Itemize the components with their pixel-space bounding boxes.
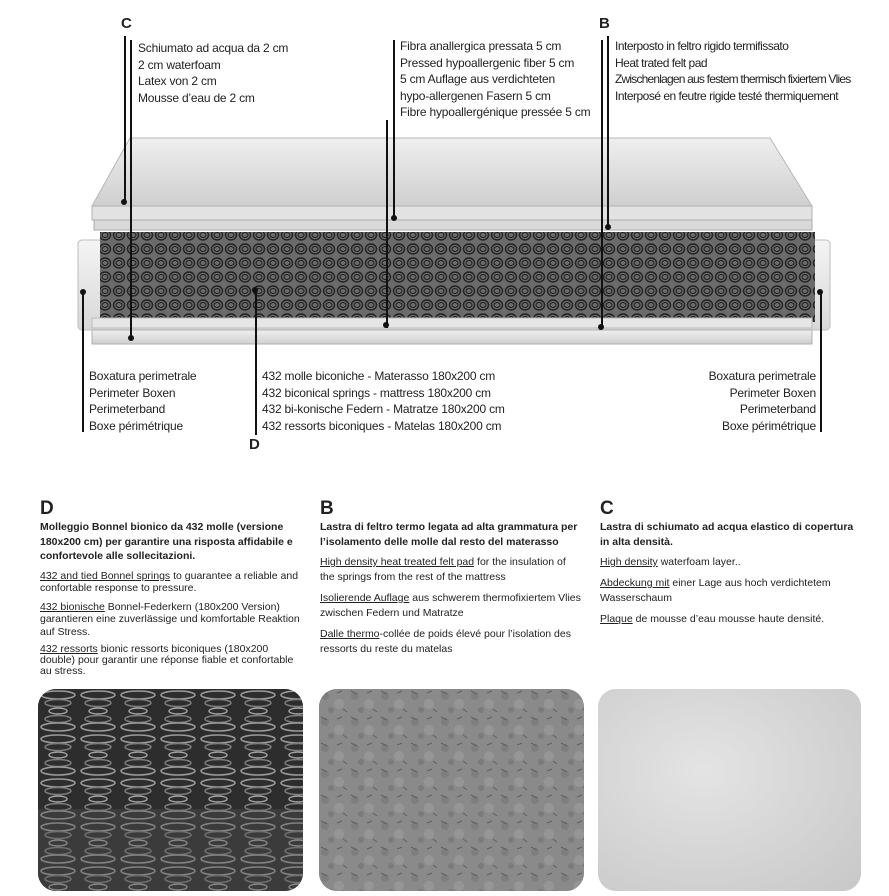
callout-line: Schiumato ad acqua da 2 cm xyxy=(138,41,289,55)
section-c xyxy=(600,498,862,627)
springs-texture xyxy=(38,689,303,891)
section-letter: D xyxy=(40,498,54,519)
paragraph-text: for the insulation of the springs from the rest of the mattress xyxy=(320,556,566,583)
callout-line: Boxatura perimetrale xyxy=(708,369,816,383)
callout-line: 432 molle biconiche - Materasso 180x200 cm xyxy=(262,369,496,383)
callout-line: Perimeterband xyxy=(739,402,816,416)
underlined-text: Dalle thermo xyxy=(320,628,380,640)
leader-line-springs xyxy=(386,120,388,328)
section-letter: B xyxy=(320,498,334,519)
marker-dot xyxy=(605,224,611,230)
callout-felt xyxy=(615,38,850,104)
paragraph-text: waterfoam layer.. xyxy=(657,556,741,568)
section-title: Molleggio Bonnel bionico da 432 molle (versione 180x200 cm) per garantire una risposta affidabile e confortevole alle sollecitazioni. xyxy=(40,521,293,562)
leader-line-b-lower xyxy=(601,40,603,328)
callout-line: Latex von 2 cm xyxy=(138,74,217,88)
callout-line: Heat trated felt pad xyxy=(615,55,708,70)
waterfoam-photo xyxy=(598,689,861,891)
callout-line: 2 cm waterfoam xyxy=(138,57,221,72)
leader-line-d xyxy=(255,290,257,435)
section-title: Lastra di feltro termo legata ad alta grammatura per l’isolamento delle molle dal resto del materasso xyxy=(320,521,578,548)
paragraph-text: de mousse d’eau mousse haute densité. xyxy=(632,613,825,625)
marker-dot xyxy=(383,322,389,328)
leader-line-fiber xyxy=(393,40,395,218)
paragraph-text: aus schwerem thermofixiertem Vlies zwischen Federn und Matratze xyxy=(320,592,581,619)
leader-line-c-outer xyxy=(124,36,126,203)
section-paragraph xyxy=(40,601,302,639)
marker-dot xyxy=(598,324,604,330)
callout-line: 5 cm Auflage aus verdichteten xyxy=(400,72,555,86)
underlined-text: High density xyxy=(600,556,658,568)
section-paragraph xyxy=(320,591,582,621)
section-paragraph xyxy=(40,644,302,677)
paragraph-text: Bonnel-Federkern (180x200 Version) garantieren eine zuverlässige und komfortable Reaktion auf Stress. xyxy=(40,600,300,638)
callout-line: Perimeter Boxen xyxy=(729,385,816,400)
marker-dot xyxy=(128,335,134,341)
section-paragraph xyxy=(600,612,862,627)
callout-line: Mousse d’eau de 2 cm xyxy=(138,90,255,105)
callout-line: Perimeterband xyxy=(89,402,166,416)
felt-texture xyxy=(319,689,584,891)
callout-line: Pressed hypoallergenic fiber 5 cm xyxy=(400,55,575,70)
paragraph-text: einer Lage aus hoch verdichtetem Wasserschaum xyxy=(600,577,831,604)
section-paragraph xyxy=(320,555,582,585)
section-letter: C xyxy=(600,498,614,519)
callout-line: Boxe périmétrique xyxy=(722,418,816,433)
callout-line: 432 bi-konische Federn - Matratze 180x200 cm xyxy=(262,402,505,416)
mattress-illustration xyxy=(70,130,840,360)
underlined-text: Isolierende Auflage xyxy=(320,592,410,604)
underlined-text: Plaque xyxy=(600,613,633,625)
leader-line-perimeter-right xyxy=(820,292,822,432)
underlined-text: High density heat treated felt pad xyxy=(320,556,475,568)
paragraph-text: to guarantee a reliable and confortable response to pressure. xyxy=(40,569,299,594)
marker-dot xyxy=(80,289,86,295)
section-paragraph xyxy=(40,570,302,595)
callout-line: 432 biconical springs - mattress 180x200 cm xyxy=(262,385,491,400)
callout-line: Perimeter Boxen xyxy=(89,385,176,400)
marker-dot xyxy=(121,199,127,205)
paragraph-text: -collée de poids élevé pour l’isolation des ressorts du reste du matelas xyxy=(320,628,571,655)
leader-line-perimeter-left xyxy=(82,292,84,432)
section-title: Lastra di schiumato ad acqua elastico di copertura in alta densità. xyxy=(600,521,854,548)
springs-photo xyxy=(38,689,303,891)
callout-line: 432 ressorts biconiques - Matelas 180x200 cm xyxy=(262,418,502,433)
callout-line: Fibre hypoallergénique pressée 5 cm xyxy=(400,105,591,119)
paragraph-text: bionic ressorts biconiques (180x200 double) pour garantir une réponse fiable et confortable au stress. xyxy=(40,643,294,677)
callout-waterfoam xyxy=(138,40,288,106)
callout-perimeter-right xyxy=(709,368,816,434)
label-c-top: C xyxy=(121,15,132,32)
callout-springs xyxy=(262,368,505,434)
callout-fiber xyxy=(400,38,590,121)
felt-photo xyxy=(319,689,584,891)
callout-line: Fibra anallergica pressata 5 cm xyxy=(400,39,562,53)
section-d xyxy=(40,498,302,677)
marker-dot xyxy=(391,215,397,221)
leader-line-c-inner xyxy=(130,40,132,338)
waterfoam-texture xyxy=(598,689,861,891)
label-d-bottom: D xyxy=(249,436,260,453)
underlined-text: 432 bionische xyxy=(40,600,105,613)
marker-dot xyxy=(817,289,823,295)
callout-line: Interposto in feltro rigido termifissato xyxy=(615,39,789,53)
section-paragraph xyxy=(320,627,582,657)
section-b xyxy=(320,498,582,657)
underlined-text: 432 and tied Bonnel springs xyxy=(40,569,171,582)
underlined-text: 432 ressorts xyxy=(40,643,98,655)
callout-line: Boxe périmétrique xyxy=(89,418,183,433)
leader-line-b xyxy=(607,36,609,228)
section-paragraph xyxy=(600,576,862,606)
label-b-top: B xyxy=(599,15,610,32)
callout-perimeter-left xyxy=(89,368,196,434)
underlined-text: Abdeckung mit xyxy=(600,577,670,589)
callout-line: Interposé en feutre rigide testé thermiquement xyxy=(615,88,839,103)
marker-dot xyxy=(252,287,258,293)
callout-line: Zwischenlagen aus festem thermisch fixiertem Vlies xyxy=(615,72,851,86)
section-paragraph xyxy=(600,555,862,570)
callout-line: hypo-allergenen Fasern 5 cm xyxy=(400,88,551,103)
callout-line: Boxatura perimetrale xyxy=(89,369,197,383)
